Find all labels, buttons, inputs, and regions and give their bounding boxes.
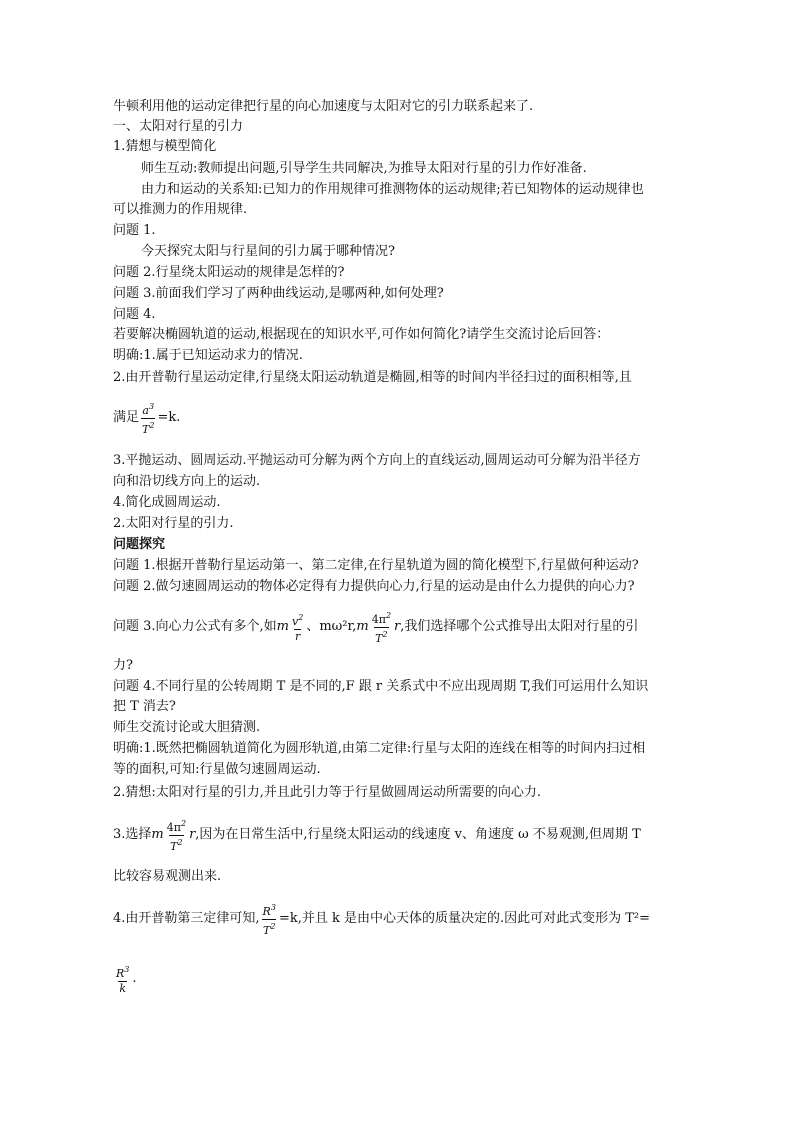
clarify-3-prefix: 3.选择	[113, 827, 152, 842]
inquiry-question-4-cont: 把 T 消去?	[113, 699, 176, 714]
question-2: 问题 2.行星绕太阳运动的规律是怎样的?	[113, 265, 345, 280]
formula-4pi2-over-T2: $\frac{4\pi^2}{T^2}$	[371, 610, 392, 645]
formula-v2-over-r: $\frac{v^2}{r}$	[292, 612, 304, 643]
formula-r: r	[394, 619, 401, 634]
clarify-4-suffix: =k,并且 k 是由中心天体的质量决定的.因此可对此式变形为 T²=	[278, 911, 651, 926]
clarify-1-cont: 等的面积,可知:行星做匀速圆周运动.	[113, 762, 321, 777]
question-3: 问题 3.前面我们学习了两种曲线运动,是哪两种,如何处理?	[113, 286, 444, 301]
inquiry-question-1: 问题 1.根据开普勒行星运动第一、第二定律,在行星轨道为圆的简化模型下,行星做何种运动?	[113, 558, 639, 573]
q3-mid: 、mω²r,	[306, 619, 357, 634]
answer-4: 4.简化成圆周运动.	[113, 495, 221, 510]
paragraph-intro: 牛顿利用他的运动定律把行星的向心加速度与太阳对它的引力联系起来了.	[113, 99, 534, 114]
clarify-4	[113, 896, 685, 942]
formula-m-3: m	[151, 827, 164, 842]
kepler-third-law-line	[113, 396, 685, 440]
inquiry-question-3-cont: 力?	[113, 658, 133, 673]
inquiry-question-4: 问题 4.不同行星的公转周期 T 是不同的,F 跟 r 关系式中不应出现周期 T,我们可运用什么知识	[113, 679, 649, 694]
kepler-prefix: 满足	[113, 410, 140, 425]
answer-3-cont: 向和沿切线方向上的运动.	[113, 474, 261, 489]
formula-4pi2-over-T2-b: $\frac{4\pi^2}{T^2}$	[166, 818, 187, 853]
discussion-note: 师生交流讨论或大胆猜测.	[113, 720, 261, 735]
answer-2: 2.由开普勒行星运动定律,行星绕太阳运动轨道是椭圆,相等的时间内半径扫过的面积相等,且	[113, 370, 632, 385]
question-1-text: 今天探究太阳与行星间的引力属于哪种情况?	[141, 244, 395, 259]
clarify-3	[113, 812, 685, 858]
clarify-3-suffix: ,因为在日常生活中,行星绕太阳运动的线速度 v、角速度 ω 不易观测,但周期 T	[195, 827, 641, 842]
clarify-4-result	[113, 956, 685, 1002]
paragraph-interaction: 师生互动:教师提出问题,引导学生共同解决,为推导太阳对行星的引力作好准备.	[141, 161, 587, 176]
formula-R3-over-k: $\frac{R^3}{k}$	[116, 964, 130, 995]
inquiry-heading: 问题探究	[113, 537, 166, 552]
subsection-heading: 1.猜想与模型简化	[113, 139, 217, 154]
formula-m-2: m	[356, 619, 369, 634]
kepler-suffix: =k.	[157, 410, 181, 425]
answer-1: 明确:1.属于已知运动求力的情况.	[113, 348, 303, 363]
clarify-4-end: .	[132, 971, 137, 986]
paragraph-force-motion: 由力和运动的关系知:已知力的作用规律可推测物体的运动规律;若已知物体的运动规律也	[141, 182, 644, 197]
inquiry-question-3	[113, 604, 685, 650]
question-4-text: 若要解决椭圆轨道的运动,根据现在的知识水平,可作如何简化?请学生交流讨论后回答：	[113, 327, 610, 342]
formula-r-2: r	[189, 827, 196, 842]
question-4-label: 问题 4.	[113, 307, 156, 322]
clarify-4-prefix: 4.由开普勒第三定律可知,	[113, 911, 260, 926]
section-heading: 一、太阳对行星的引力	[113, 119, 244, 134]
clarify-3-cont: 比较容易观测出来.	[113, 869, 222, 884]
answer-3: 3.平抛运动、圆周运动.平抛运动可分解为两个方向上的直线运动,圆周运动可分解为沿半径方	[113, 453, 641, 468]
q3-prefix: 问题 3.向心力公式有多个,如	[113, 619, 277, 634]
paragraph-force-motion-cont: 可以推测力的作用规律.	[113, 202, 248, 217]
inquiry-question-2: 问题 2.做匀速圆周运动的物体必定得有力提供向心力,行星的运动是由什么力提供的向心力?	[113, 579, 635, 594]
formula-m: m	[276, 619, 289, 634]
sun-planet-force-heading: 2.太阳对行星的引力.	[113, 516, 234, 531]
q3-suffix: ,我们选择哪个公式推导出太阳对行星的引	[400, 619, 639, 634]
formula-R3-over-T2: $\frac{R^3}{T^2}$	[262, 902, 276, 937]
formula-a3-over-T2: $\frac{a^3}{T^2}$	[142, 401, 155, 436]
clarify-2: 2.猜想:太阳对行星的引力,并且此引力等于行星做圆周运动所需要的向心力.	[113, 785, 542, 800]
question-1-label: 问题 1.	[113, 223, 156, 238]
clarify-1: 明确:1.既然把椭圆轨道简化为圆形轨道,由第二定律:行星与太阳的连线在相等的时间内扫过相	[113, 741, 646, 756]
